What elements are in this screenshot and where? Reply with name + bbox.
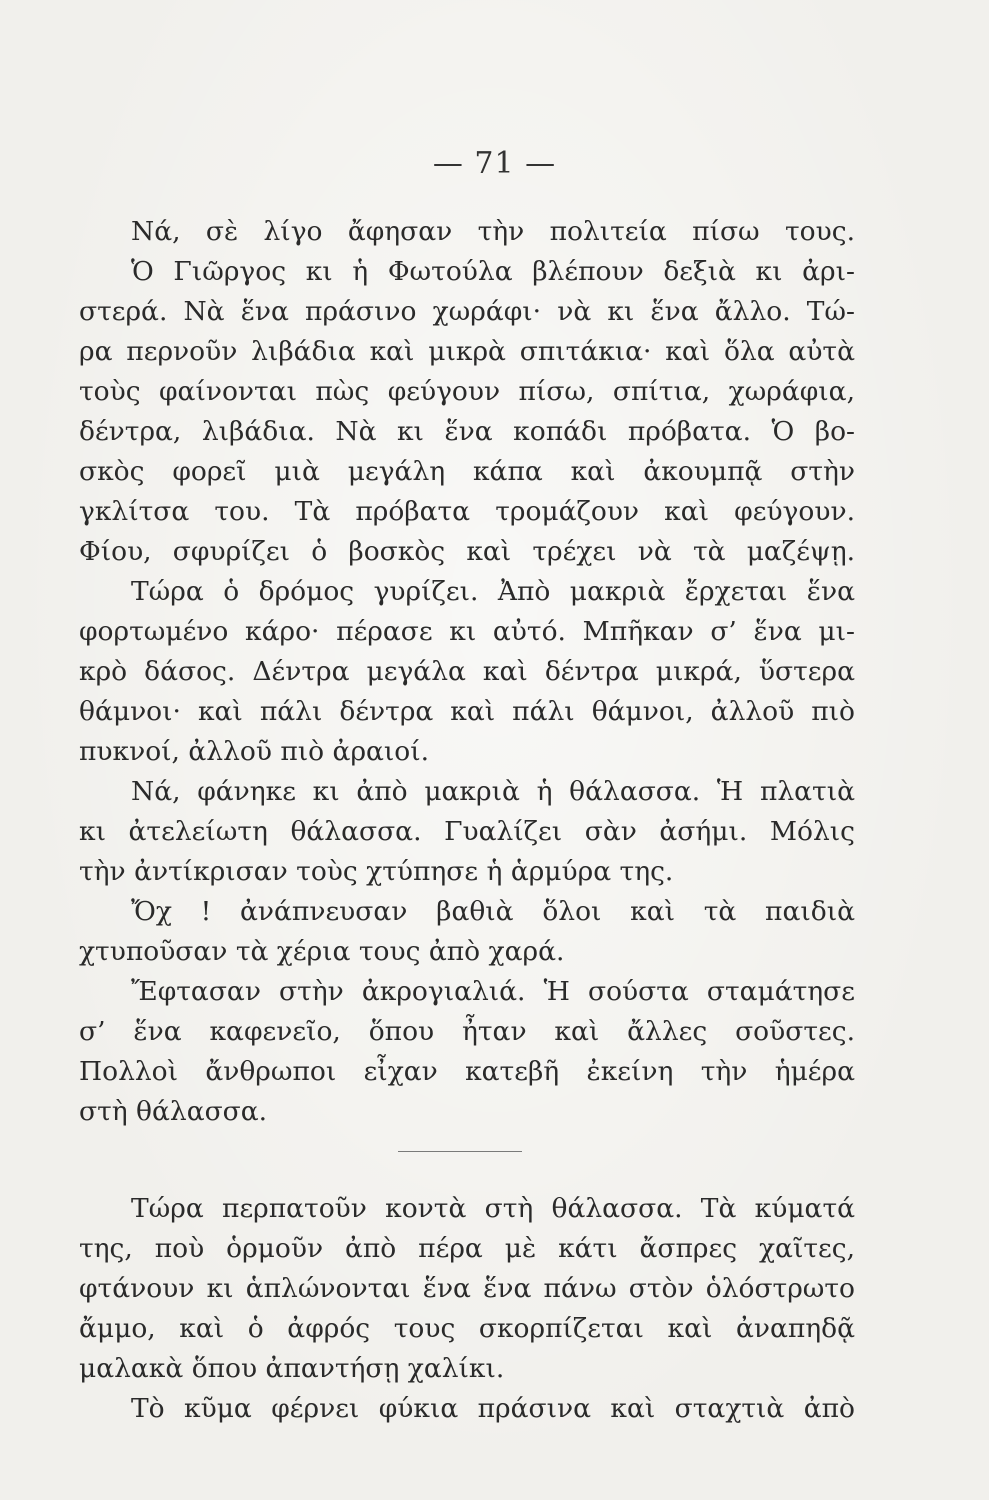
text-line: θάμνοι· καὶ πάλι δέντρα καὶ πάλι θάμνοι, ἀλλοῦ πιὸ bbox=[79, 696, 855, 727]
text-line: πυκνοί, ἀλλοῦ πιὸ ἀραιοί. bbox=[79, 736, 430, 767]
text-line: Ὁ Γιῶργος κι ἡ Φωτούλα βλέπουν δεξιὰ κι ἀρι- bbox=[131, 256, 855, 287]
section-divider bbox=[398, 1151, 522, 1152]
text-line: σκὸς φορεῖ μιὰ μεγάλη κάπα καὶ ἀκουμπᾷ στὴν bbox=[79, 456, 855, 487]
text-line: γκλίτσα του. Τὰ πρόβατα τρομάζουν καὶ φεύγουν. bbox=[79, 496, 855, 527]
text-line: φτάνουν κι ἁπλώνονται ἕνα ἕνα πάνω στὸν ὁλόστρωτο bbox=[79, 1273, 855, 1304]
text-line: Τὸ κῦμα φέρνει φύκια πράσινα καὶ σταχτιὰ ἀπὸ bbox=[131, 1393, 855, 1424]
text-line: Νά, φάνηκε κι ἀπὸ μακριὰ ἡ θάλασσα. Ἡ πλατιὰ bbox=[131, 776, 855, 807]
page-number: — 71 — bbox=[432, 146, 557, 181]
text-line: κι ἀτελείωτη θάλασσα. Γυαλίζει σὰν ἀσήμι. Μόλις bbox=[79, 816, 855, 847]
text-line: σ’ ἕνα καφενεῖο, ὅπου ἦταν καὶ ἄλλες σοῦστες. bbox=[79, 1016, 855, 1047]
text-line: κρὸ δάσος. Δέντρα μεγάλα καὶ δέντρα μικρά, ὕστερα bbox=[79, 656, 855, 687]
text-line: μαλακὰ ὅπου ἀπαντήσῃ χαλίκι. bbox=[79, 1353, 505, 1384]
text-line: Τώρα περπατοῦν κοντὰ στὴ θάλασσα. Τὰ κύματά bbox=[131, 1193, 855, 1224]
text-line: Τώρα ὁ δρόμος γυρίζει. Ἀπὸ μακριὰ ἔρχεται ἕνα bbox=[131, 576, 855, 607]
text-line: δέντρα, λιβάδια. Νὰ κι ἕνα κοπάδι πρόβατα. Ὁ βο- bbox=[79, 416, 855, 447]
text-line: Φίου, σφυρίζει ὁ βοσκὸς καὶ τρέχει νὰ τὰ μαζέψῃ. bbox=[79, 536, 855, 567]
text-block-2 bbox=[79, 1189, 855, 1429]
text-line: χτυποῦσαν τὰ χέρια τους ἀπὸ χαρά. bbox=[79, 936, 565, 967]
text-line: Ἔφτασαν στὴν ἀκρογιαλιά. Ἡ σούστα σταμάτησε bbox=[131, 976, 855, 1007]
text-line: Ὄχ ! ἀνάπνευσαν βαθιὰ ὅλοι καὶ τὰ παιδιὰ bbox=[131, 896, 855, 927]
text-line: στερά. Νὰ ἕνα πράσινο χωράφι· νὰ κι ἕνα ἄλλο. Τώ- bbox=[79, 296, 855, 327]
text-line: ρα περνοῦν λιβάδια καὶ μικρὰ σπιτάκια· καὶ ὅλα αὐτὰ bbox=[79, 336, 855, 367]
text-line: Πολλοὶ ἄνθρωποι εἶχαν κατεβῆ ἐκείνη τὴν ἡμέρα bbox=[79, 1056, 855, 1087]
text-line: της, ποὺ ὁρμοῦν ἀπὸ πέρα μὲ κάτι ἄσπρες χαῖτες, bbox=[79, 1233, 855, 1264]
text-line: τὴν ἀντίκρισαν τοὺς χτύπησε ἡ ἁρμύρα της. bbox=[79, 856, 674, 887]
text-line: τοὺς φαίνονται πὼς φεύγουν πίσω, σπίτια, χωράφια, bbox=[79, 376, 855, 407]
text-line: Νά, σὲ λίγο ἄφησαν τὴν πολιτεία πίσω τους. bbox=[131, 216, 855, 247]
text-line: ἄμμο, καὶ ὁ ἀφρός τους σκορπίζεται καὶ ἀναπηδᾷ bbox=[79, 1313, 855, 1344]
text-line: στὴ θάλασσα. bbox=[79, 1096, 268, 1127]
text-line: φορτωμένο κάρο· πέρασε κι αὐτό. Μπῆκαν σ’ ἕνα μι- bbox=[79, 616, 855, 647]
text-block-1 bbox=[79, 212, 855, 1132]
